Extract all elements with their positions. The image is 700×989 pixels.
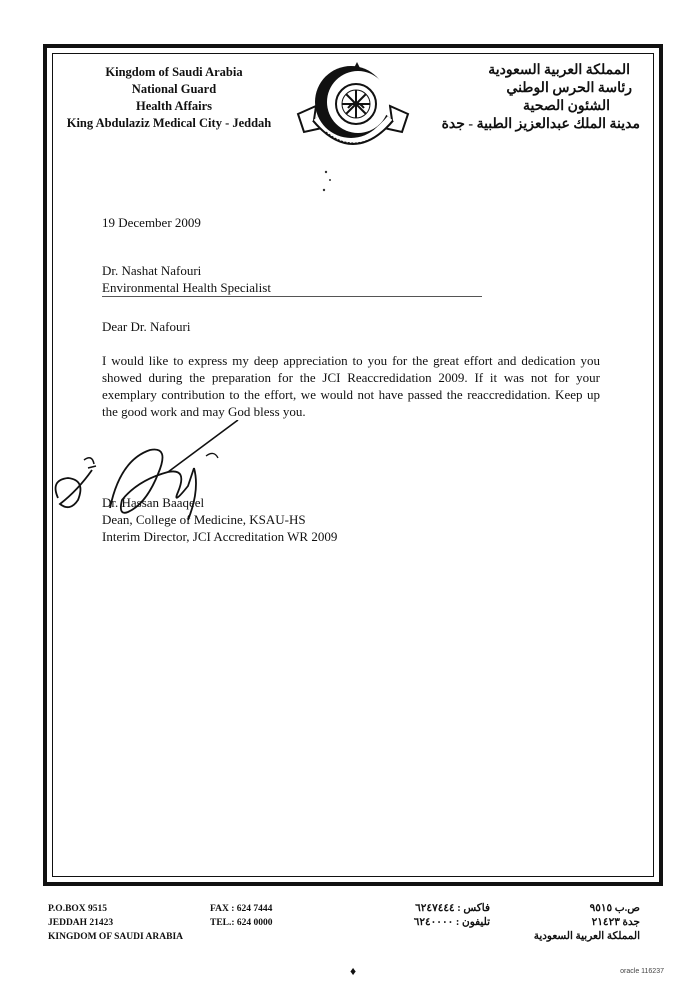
mark-dots: [318, 168, 338, 198]
footer-address-en: [48, 902, 183, 944]
footer-country-ar: المملكة العربية السعودية: [533, 931, 640, 942]
footer-tel: TEL.: 624 0000: [210, 918, 273, 928]
letterhead-ar-line: مدينة الملك عبدالعزيز الطبية - جدة: [441, 117, 640, 132]
letterhead-arabic: [430, 62, 640, 134]
signer-title: Dean, College of Medicine, KSAU-HS: [102, 512, 306, 527]
salutation: Dear Dr. Nafouri: [102, 319, 191, 334]
footer-city: JEDDAH 21423: [48, 918, 114, 928]
signer-title: Interim Director, JCI Accreditation WR 2009: [102, 529, 338, 544]
footer-country: KINGDOM OF SAUDI ARABIA: [48, 932, 184, 942]
footer-fax: FAX : 624 7444: [210, 904, 273, 914]
letterhead-line: National Guard: [131, 82, 217, 96]
recipient-block: [102, 262, 600, 296]
footer-contact-en: [210, 902, 273, 930]
recipient-name: Dr. Nashat Nafouri: [102, 263, 202, 278]
letterhead-ar-line: المملكة العربية السعودية: [488, 63, 630, 78]
footer-contact-ar: [385, 902, 490, 930]
reference-number: oracle 116237: [620, 968, 664, 975]
footer-fax-ar: فاكس : ٦٢٤٧٤٤٤: [415, 903, 490, 914]
letterhead-ar-line: الشئون الصحية: [523, 99, 610, 114]
recipient-title: Environmental Health Specialist: [102, 280, 271, 295]
footer-pobox: P.O.BOX 9515: [48, 904, 108, 914]
footer-city-ar: جدة ٢١٤٢٣: [591, 917, 640, 928]
letter-body: I would like to express my deep appreciation to you for the great effort and dedication you showed during the preparation for the JCI Reaccredidation 2009. If it was not for your exemplary contribution to the effort, we would not have passed the reaccredidation. Keep up the good work and may God bless you.: [102, 353, 600, 419]
letterhead-english: [64, 64, 284, 132]
footer-pobox-ar: ص.ب ٩٥١٥: [589, 903, 640, 914]
signer-name: Dr. Hassan Baaqeel: [102, 495, 205, 510]
footer-address-ar: [500, 902, 640, 944]
letterhead-ar-line: رئاسة الحرس الوطني: [506, 81, 632, 96]
letter-date: 19 December 2009: [102, 215, 201, 230]
letterhead-line: Health Affairs: [135, 99, 213, 113]
letterhead-line: King Abdulaziz Medical City - Jeddah: [66, 116, 272, 130]
scan-mark-icon: ♦: [350, 964, 357, 978]
footer-tel-ar: تليفون : ٦٢٤٠٠٠٠: [413, 917, 490, 928]
health-affairs-emblem-icon: [296, 62, 410, 162]
divider: [102, 296, 482, 297]
letterhead-line: Kingdom of Saudi Arabia: [105, 65, 243, 79]
signature-block: [102, 494, 600, 545]
